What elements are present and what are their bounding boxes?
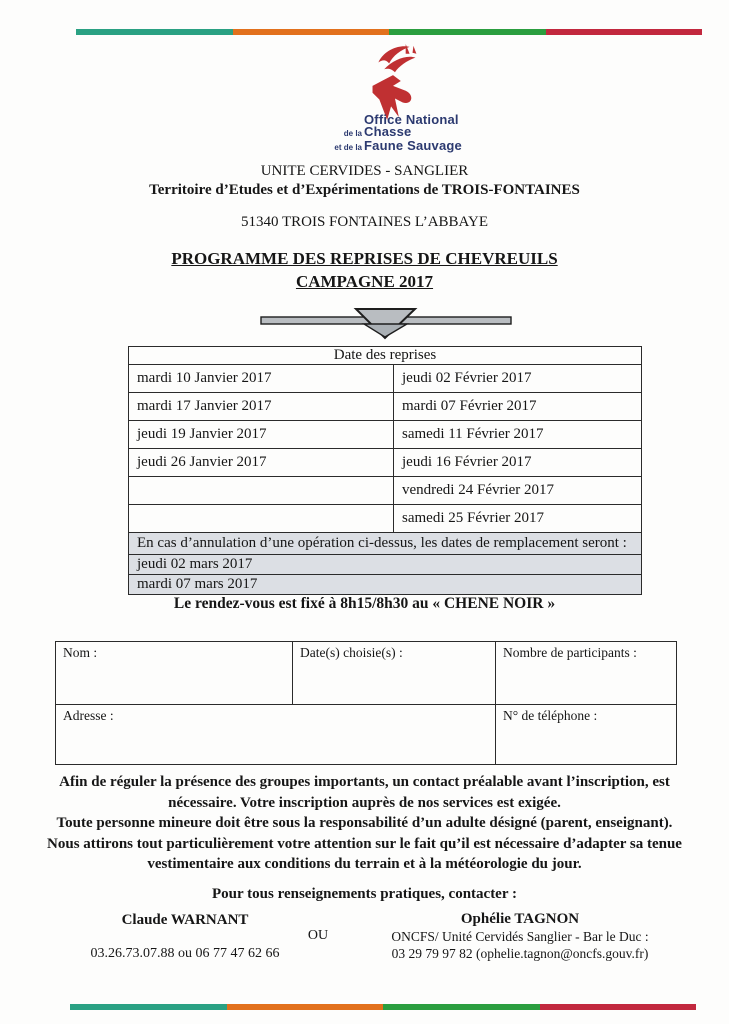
contact-left-phone: 03.26.73.07.88 ou 06 77 47 62 66 — [90, 946, 280, 961]
bottom-color-bar — [70, 1004, 696, 1010]
table-row — [129, 477, 642, 505]
date-cell: mardi 17 Janvier 2017 — [129, 393, 394, 421]
date-cell: samedi 25 Février 2017 — [394, 505, 642, 533]
form-row — [56, 642, 677, 705]
contact-heading: Pour tous renseignements pratiques, contacter : — [212, 886, 517, 902]
top-color-bar — [76, 29, 702, 35]
date-cell: jeudi 02 Février 2017 — [394, 365, 642, 393]
contact-right-block — [370, 911, 670, 962]
date-cell-empty — [129, 505, 394, 533]
contact-left-block — [55, 912, 315, 962]
logo-de-la: de la — [343, 129, 362, 138]
header-address-line: 51340 TROIS FONTAINES L’ABBAYE — [240, 214, 489, 230]
info-paragraphs — [30, 772, 699, 875]
bar-segment-crimson — [546, 29, 703, 35]
date-cell: jeudi 26 Janvier 2017 — [129, 449, 394, 477]
header-territory-line: Territoire d’Etudes et d’Expérimentations de TROIS-FONTAINES — [149, 182, 580, 198]
info-paragraph-contact: Afin de réguler la présence des groupes importants, un contact préalable avant l’inscription, est nécessaire. Votre inscription auprès de nos services est exigée. — [59, 774, 670, 811]
dates-chosen-field-cell: Date(s) choisie(s) : — [293, 642, 496, 705]
meeting-note: Le rendez-vous est fixé à 8h15/8h30 au « CHENE NOIR » — [173, 595, 556, 612]
title-line-programme: PROGRAMME DES REPRISES DE CHEVREUILS — [171, 249, 558, 268]
replacement-note: En cas d’annulation d’une opération ci-dessus, les dates de remplacement seront : — [129, 533, 642, 555]
header-unit-line: UNITE CERVIDES - SANGLIER — [260, 163, 469, 179]
replacement-note-row — [129, 533, 642, 555]
title-line-campagne: CAMPAGNE 2017 — [295, 272, 434, 291]
table-row — [129, 449, 642, 477]
date-cell: samedi 11 Février 2017 — [394, 421, 642, 449]
bar-segment-teal — [76, 29, 233, 35]
name-field-cell: Nom : — [56, 642, 293, 705]
logo-line-office-national: Office National — [364, 112, 459, 127]
bar-segment-crimson — [540, 1004, 697, 1010]
date-cell: mardi 07 Février 2017 — [394, 393, 642, 421]
bar-segment-teal — [70, 1004, 227, 1010]
replacement-date-row — [129, 555, 642, 575]
date-cell: jeudi 16 Février 2017 — [394, 449, 642, 477]
contact-right-phone: 03 29 79 97 82 (ophelie.tagnon@oncfs.gouv.fr) — [391, 946, 649, 961]
dates-table — [128, 346, 642, 595]
form-row — [56, 705, 677, 765]
bar-segment-green — [389, 29, 546, 35]
date-cell-empty — [129, 477, 394, 505]
table-row — [129, 505, 642, 533]
replacement-date-row — [129, 575, 642, 595]
date-cell: vendredi 24 Février 2017 — [394, 477, 642, 505]
bar-segment-orange — [227, 1004, 384, 1010]
address-field-cell: Adresse : — [56, 705, 496, 765]
deer-icon — [348, 42, 438, 120]
page-title — [0, 249, 729, 292]
replacement-date: jeudi 02 mars 2017 — [129, 555, 642, 575]
participants-field-cell: Nombre de participants : — [496, 642, 677, 705]
contact-separator: OU — [307, 928, 329, 943]
logo-chasse: Chasse — [364, 124, 412, 139]
divider-arrow-icon — [260, 303, 512, 341]
bar-segment-green — [383, 1004, 540, 1010]
oncfs-logo-text — [318, 114, 462, 154]
table-row — [129, 365, 642, 393]
contact-right-name: Ophélie TAGNON — [460, 911, 580, 927]
dates-table-header-row — [129, 347, 642, 365]
replacement-date: mardi 07 mars 2017 — [129, 575, 642, 595]
phone-field-cell: N° de téléphone : — [496, 705, 677, 765]
bar-segment-orange — [233, 29, 390, 35]
table-row — [129, 393, 642, 421]
table-row — [129, 421, 642, 449]
dates-table-header: Date des reprises — [129, 347, 642, 365]
logo-et-de-la: et de la — [334, 143, 362, 152]
date-cell: mardi 10 Janvier 2017 — [129, 365, 394, 393]
date-cell: jeudi 19 Janvier 2017 — [129, 421, 394, 449]
registration-form-table — [55, 641, 677, 765]
contact-left-name: Claude WARNANT — [121, 912, 249, 928]
logo-faune-sauvage: Faune Sauvage — [364, 138, 462, 153]
info-paragraph-clothing: Nous attirons tout particulièrement votre attention sur le fait qu’il est nécessaire d’adapter sa tenue vestimentaire aux conditions du terrain et à la météorologie du jour. — [47, 835, 682, 873]
contact-right-org: ONCFS/ Unité Cervidés Sanglier - Bar le Duc : — [391, 929, 649, 944]
info-paragraph-minors: Toute personne mineure doit être sous la responsabilité d’un adulte désigné (parent, enseignant). — [56, 815, 673, 832]
